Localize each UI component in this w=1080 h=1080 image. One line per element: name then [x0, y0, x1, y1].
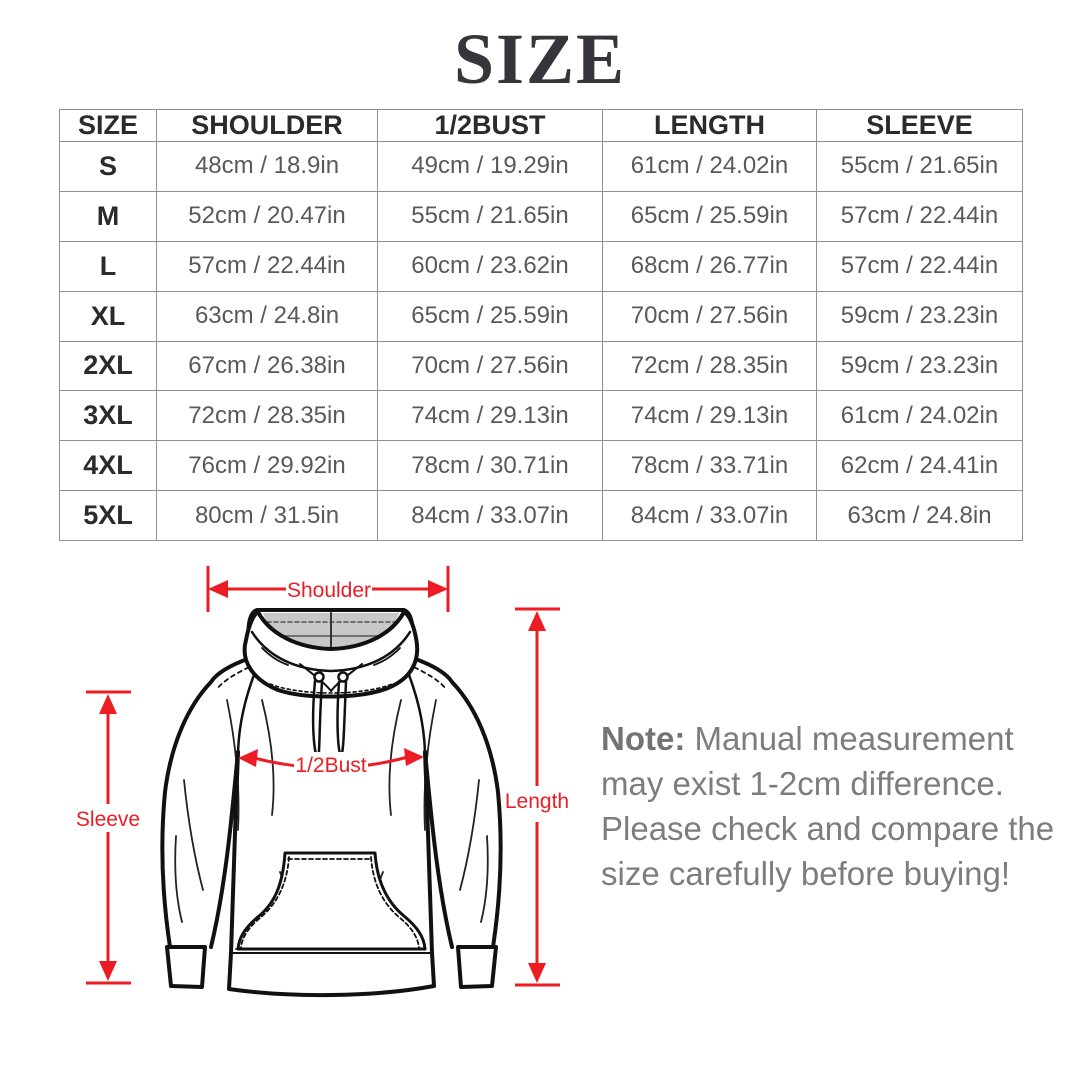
measure-cell: 65cm / 25.59in: [603, 191, 817, 241]
measure-cell: 70cm / 27.56in: [378, 341, 603, 391]
measure-cell: 80cm / 31.5in: [157, 491, 378, 541]
shoulder-arrow: [208, 566, 448, 612]
note-body: Manual measurement may exist 1-2cm difference. Please check and compare the size carefully before buying!: [601, 720, 1055, 892]
measure-cell: 63cm / 24.8in: [817, 491, 1023, 541]
measure-cell: 61cm / 24.02in: [817, 391, 1023, 441]
column-header: SIZE: [60, 110, 157, 142]
hoodie-drawing: [162, 610, 500, 995]
measure-cell: 55cm / 21.65in: [817, 142, 1023, 192]
measure-cell: 57cm / 22.44in: [817, 191, 1023, 241]
sleeve-arrow-label: Sleeve: [75, 808, 141, 831]
measure-cell: 72cm / 28.35in: [603, 341, 817, 391]
measure-cell: 67cm / 26.38in: [157, 341, 378, 391]
measure-cell: 57cm / 22.44in: [157, 241, 378, 291]
measure-cell: 61cm / 24.02in: [603, 142, 817, 192]
measure-cell: 62cm / 24.41in: [817, 441, 1023, 491]
size-label: S: [60, 142, 157, 192]
measure-cell: 59cm / 23.23in: [817, 291, 1023, 341]
length-arrow-label: Length: [504, 790, 570, 813]
measure-cell: 72cm / 28.35in: [157, 391, 378, 441]
measure-cell: 59cm / 23.23in: [817, 341, 1023, 391]
measure-cell: 65cm / 25.59in: [378, 291, 603, 341]
right-cuff: [458, 947, 496, 987]
measure-cell: 49cm / 19.29in: [378, 142, 603, 192]
bust-arrow-label: 1/2Bust: [295, 754, 367, 777]
size-label: 5XL: [60, 491, 157, 541]
right-eyelet: [339, 673, 348, 682]
measure-cell: 57cm / 22.44in: [817, 241, 1023, 291]
column-header: SLEEVE: [817, 110, 1023, 142]
length-arrow: [502, 609, 572, 985]
measure-cell: 68cm / 26.77in: [603, 241, 817, 291]
measure-cell: 74cm / 29.13in: [378, 391, 603, 441]
column-header: LENGTH: [603, 110, 817, 142]
measure-cell: 84cm / 33.07in: [603, 491, 817, 541]
shoulder-arrow-label: Shoulder: [286, 579, 372, 602]
size-label: L: [60, 241, 157, 291]
size-label: M: [60, 191, 157, 241]
sleeve-arrow: [76, 692, 140, 983]
size-label: 2XL: [60, 341, 157, 391]
hem-band: [229, 953, 434, 995]
measure-cell: 48cm / 18.9in: [157, 142, 378, 192]
measure-cell: 63cm / 24.8in: [157, 291, 378, 341]
page-title: SIZE: [453, 19, 627, 99]
measure-cell: 70cm / 27.56in: [603, 291, 817, 341]
measure-cell: 52cm / 20.47in: [157, 191, 378, 241]
left-cuff: [167, 947, 205, 987]
note-text: [601, 716, 1057, 896]
size-label: 3XL: [60, 391, 157, 441]
measure-cell: 76cm / 29.92in: [157, 441, 378, 491]
measure-cell: 74cm / 29.13in: [603, 391, 817, 441]
measure-cell: 60cm / 23.62in: [378, 241, 603, 291]
column-header: SHOULDER: [157, 110, 378, 142]
column-header: 1/2BUST: [378, 110, 603, 142]
size-label: XL: [60, 291, 157, 341]
size-label: 4XL: [60, 441, 157, 491]
measure-cell: 55cm / 21.65in: [378, 191, 603, 241]
note-prefix: Note:: [601, 720, 686, 757]
measure-cell: 84cm / 33.07in: [378, 491, 603, 541]
measure-cell: 78cm / 33.71in: [603, 441, 817, 491]
measure-cell: 78cm / 30.71in: [378, 441, 603, 491]
